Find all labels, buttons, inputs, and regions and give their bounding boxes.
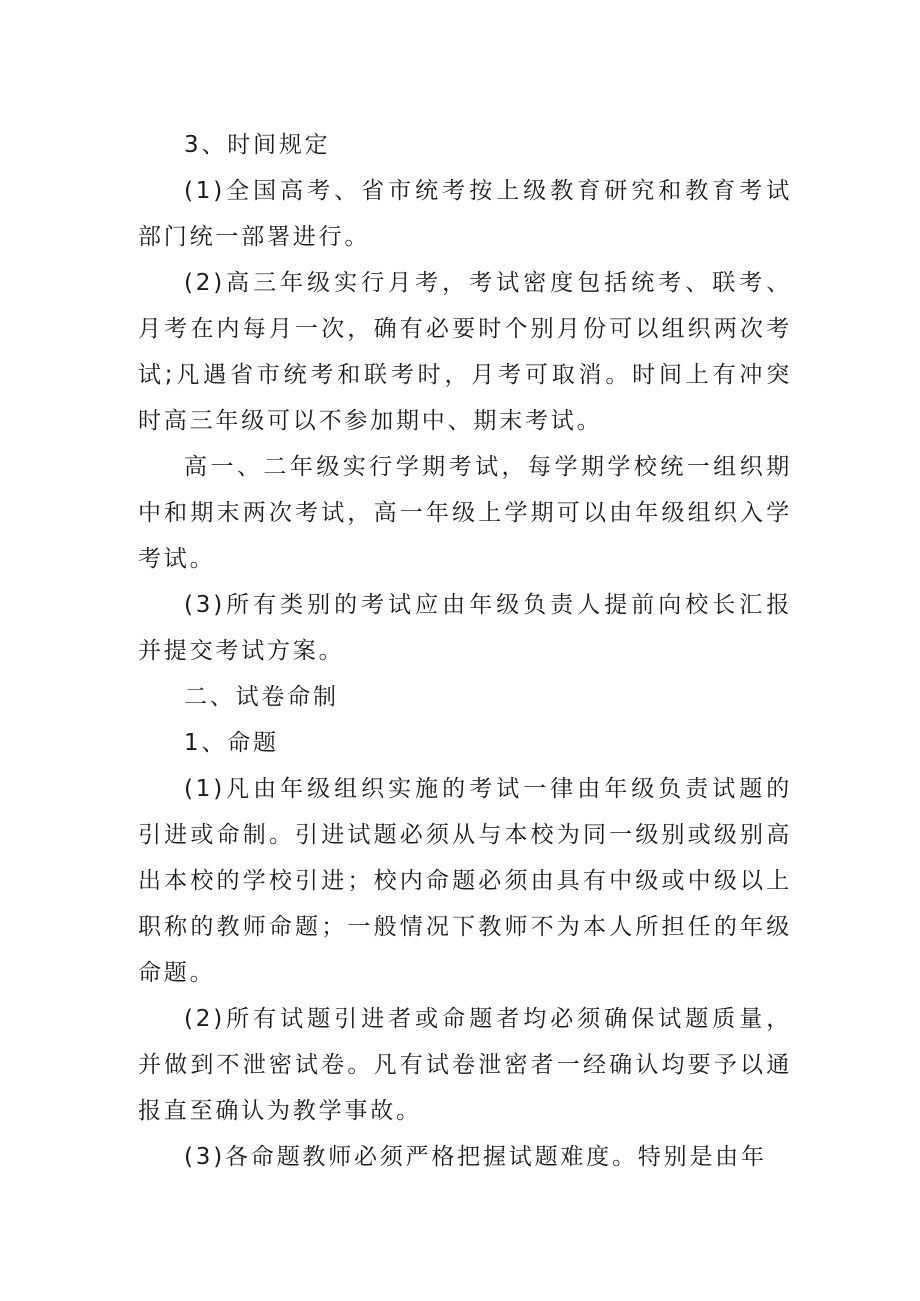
section-heading-paper-making: 二、试卷命制	[184, 684, 339, 710]
paragraph-exam-report: (3)所有类别的考试应由年级负责人提前向校长汇报并提交考试方案。	[138, 592, 792, 664]
document-body	[138, 122, 792, 1180]
paragraph-senior-monthly-exams: (2)高三年级实行月考，考试密度包括统考、联考、月考在内每月一次，确有必要时个别月份可以组织两次考试;凡遇省市统考和联考时，月考可取消。时间上有冲突时高三年级可以不参加期中、期末考试。	[138, 270, 792, 434]
paragraph-question-sourcing: (1)凡由年级组织实施的考试一律由年级负责试题的引进或命制。引进试题必须从与本校为同一级别或级别高出本校的学校引进；校内命题必须由具有中级或中级以上职称的教师命题；一般情况下教师不为本人所担任的年级命题。	[138, 776, 792, 986]
section-heading-time-rules: 3、时间规定	[184, 132, 331, 158]
paragraph-question-difficulty: (3)各命题教师必须严格把握试题难度。特别是由年	[184, 1144, 767, 1170]
paragraph-question-quality: (2)所有试题引进者或命题者均必须确保试题质量，并做到不泄密试卷。凡有试卷泄密者一经确认均要予以通报直至确认为教学事故。	[138, 1006, 792, 1124]
subsection-heading-proposition: 1、命题	[184, 730, 279, 756]
paragraph-grade-1-2-exams: 高一、二年级实行学期考试，每学期学校统一组织期中和期末两次考试，高一年级上学期可以由年级组织入学考试。	[138, 454, 792, 572]
paragraph-national-exams: (1)全国高考、省市统考按上级教育研究和教育考试部门统一部署进行。	[138, 178, 792, 250]
